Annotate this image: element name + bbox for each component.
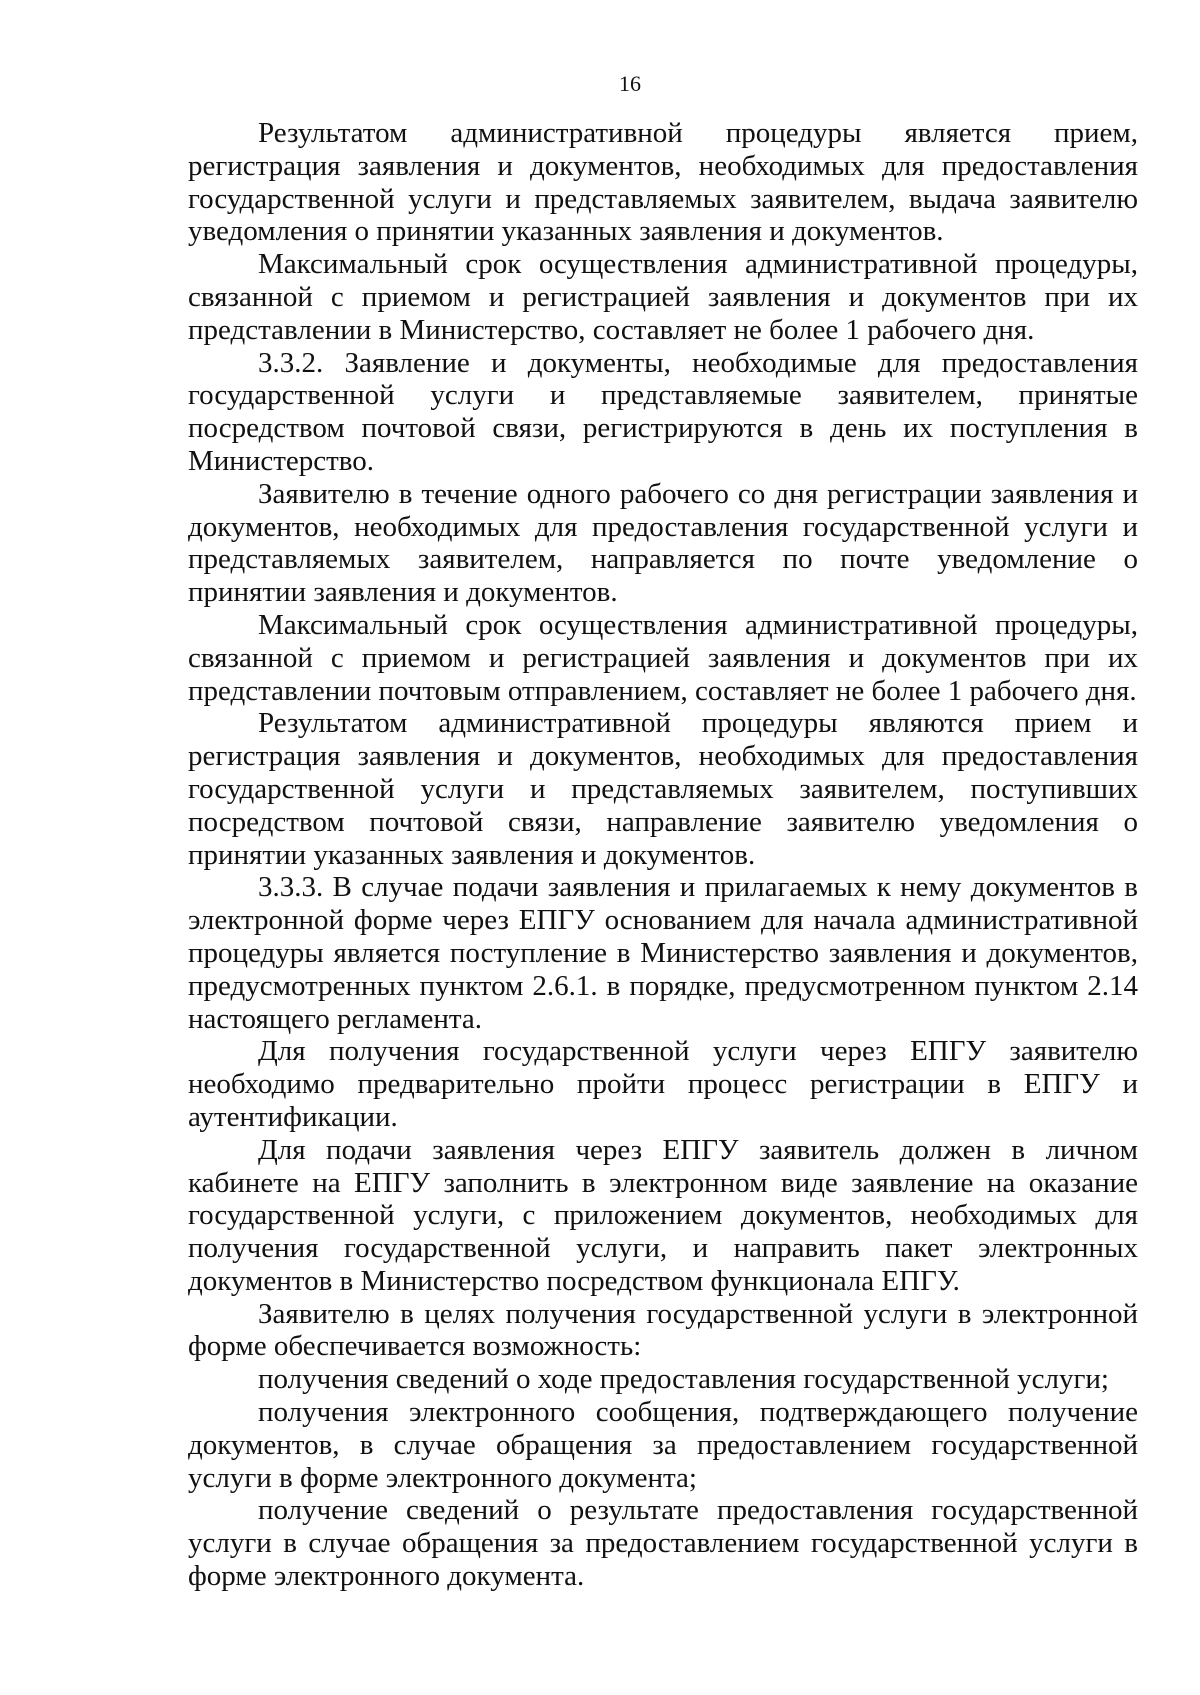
paragraph: получения сведений о ходе предоставления государственной услуги; [258,1363,1109,1396]
paragraph: Для подачи заявления через ЕПГУ заявитель должен в личном кабинете на ЕПГУ заполнить в электронном виде заявление на оказание государственной услуги, с приложением документов, необходимых для получения государственной услуги, и направить пакет электронных документов в Министерство посредством функционала ЕПГУ. [188,1133,1138,1297]
paragraph: получения электронного сообщения, подтверждающего получение документов, в случае обращения за предоставлением государственной услуги в форме электронного документа; [188,1396,1138,1494]
paragraph: Заявителю в целях получения государственной услуги в электронной форме обеспечивается возможность: [188,1297,1138,1363]
paragraph: Результатом административной процедуры является прием, регистрация заявления и документов, необходимых для предоставления государственной услуги и представляемых заявителем, выдача заявителю уведомления о принятии указанных заявления и документов. [188,117,1138,248]
paragraph: 3.3.3. В случае подачи заявления и прилагаемых к нему документов в электронной форме через ЕПГУ основанием для начала административной процедуры является поступление в Министерство заявления и документов, предусмотренных пунктом 2.6.1. в порядке, предусмотренном пунктом 2.14 настоящего регламента. [188,871,1138,1035]
paragraph: Для получения государственной услуги через ЕПГУ заявителю необходимо предварительно пройти процесс регистрации в ЕПГУ и аутентификации. [188,1035,1138,1133]
paragraph: получение сведений о результате предоставления государственной услуги в случае обращения за предоставлением государственной услуги в форме электронного документа. [188,1494,1138,1593]
paragraph: Заявителю в течение одного рабочего со дня регистрации заявления и документов, необходимых для предоставления государственной услуги и представляемых заявителем, направляется по почте уведомление о принятии заявления и документов. [188,477,1138,609]
paragraph: Максимальный срок осуществления административной процедуры, связанной с приемом и регистрацией заявления и документов при их представлении в Министерство, составляет не более 1 рабочего дня. [188,248,1138,346]
document-body [188,117,1138,1593]
page-number: 16 [619,71,641,96]
paragraph: 3.3.2. Заявление и документы, необходимые для предоставления государственной услуги и представляемые заявителем, принятые посредством почтовой связи, регистрируются в день их поступления в Министерство. [188,346,1138,477]
paragraph: Результатом административной процедуры являются прием и регистрация заявления и документов, необходимых для предоставления государственной услуги и представляемых заявителем, поступивших посредством почтовой связи, направление заявителю уведомления о принятии указанных заявления и документов. [188,707,1138,871]
paragraph: Максимальный срок осуществления административной процедуры, связанной с приемом и регистрацией заявления и документов при их представлении почтовым отправлением, составляет не более 1 рабочего дня. [188,608,1138,707]
